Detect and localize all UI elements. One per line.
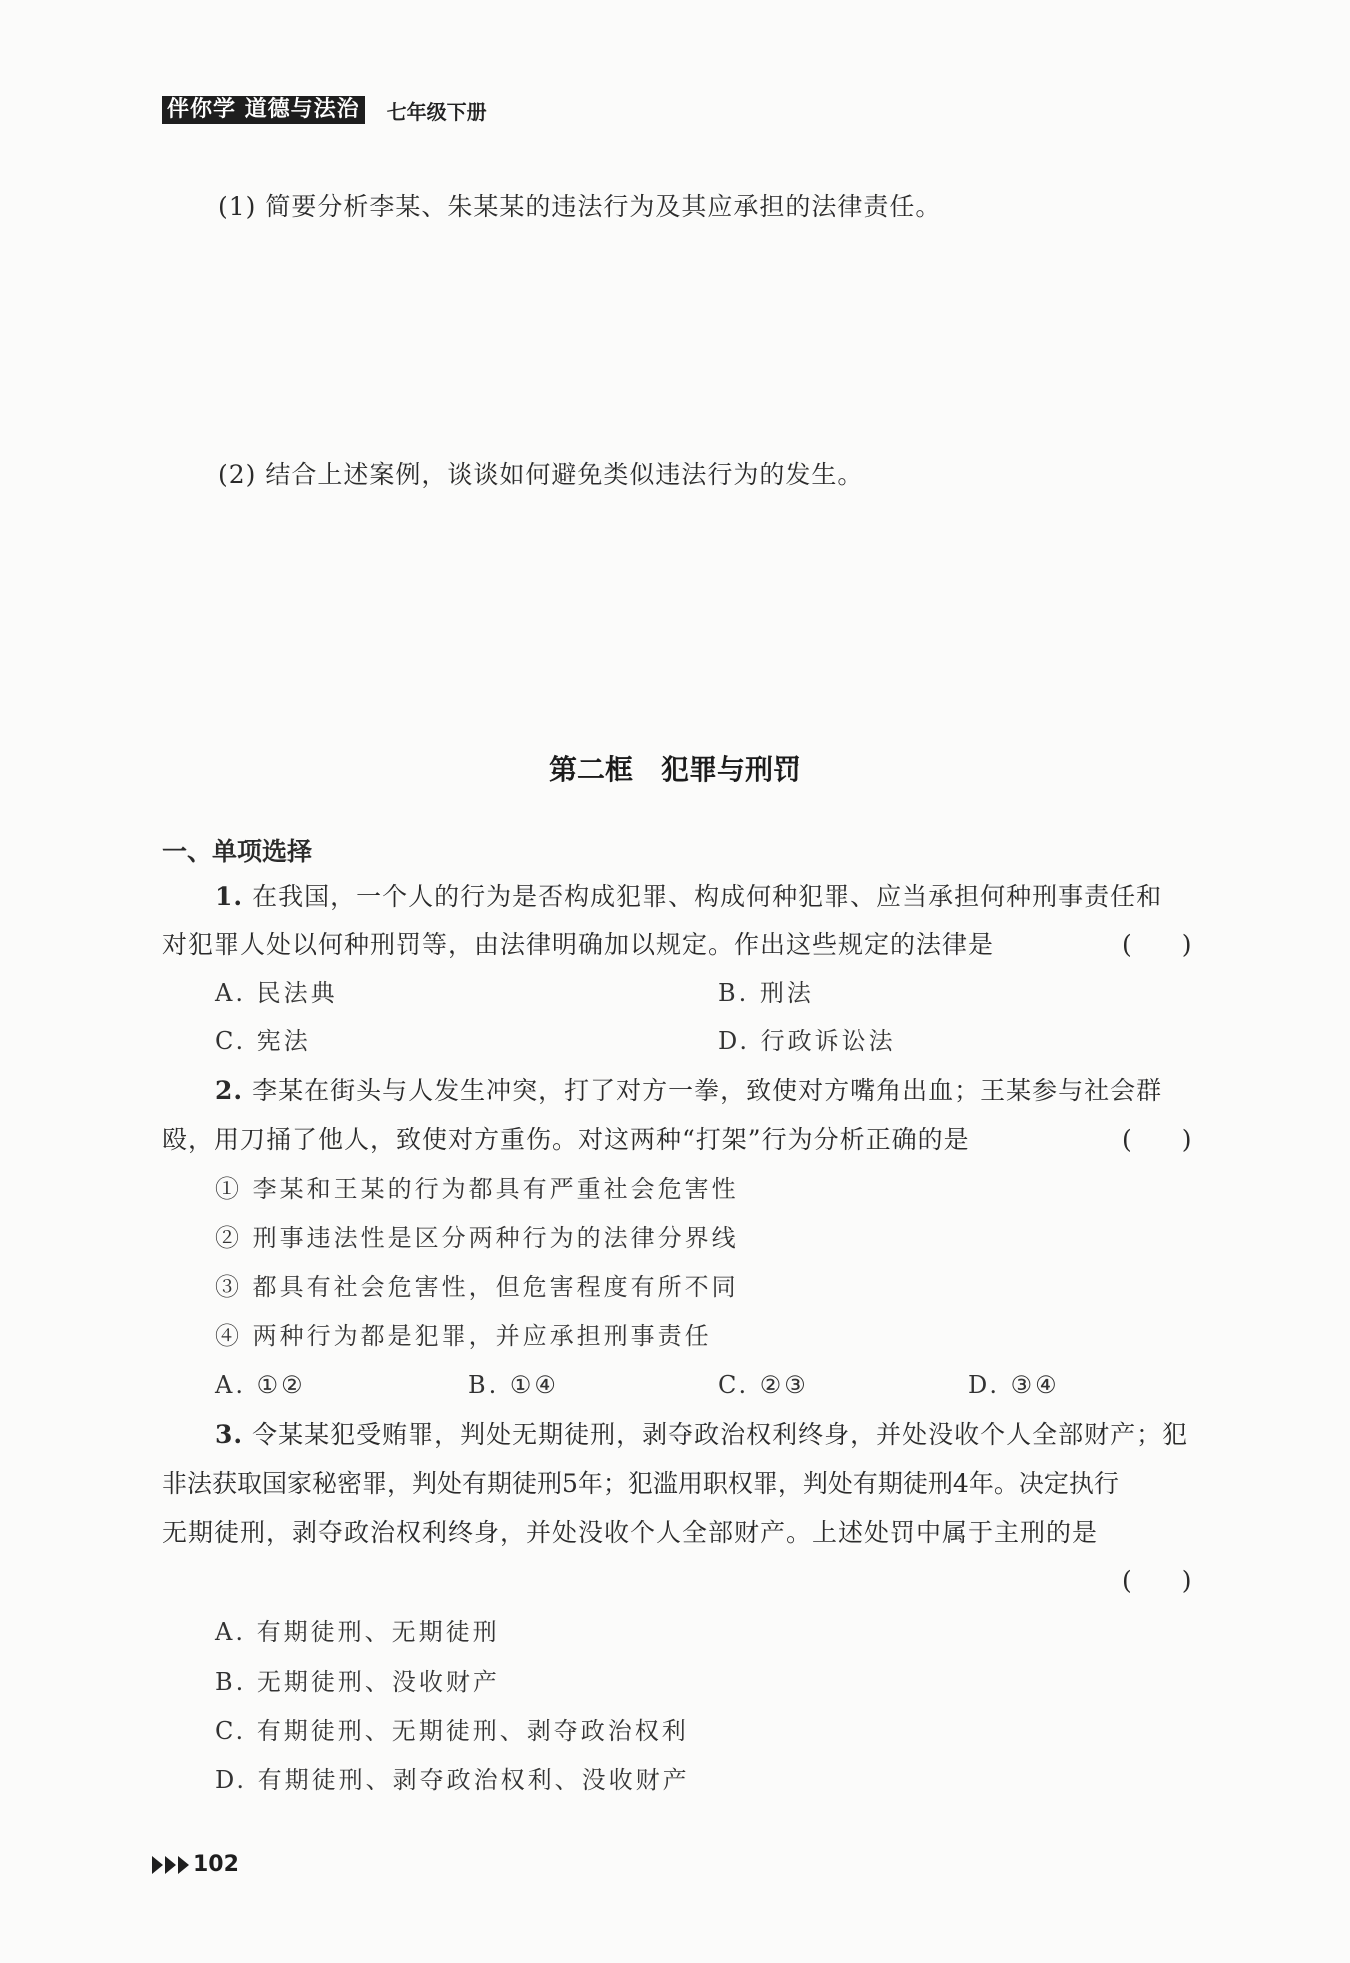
q1-number: 1. [215,882,244,911]
q1-text-1: 在我国，一个人的行为是否构成犯罪、构成何种犯罪、应当承担何种刑事责任和 [252,882,1163,911]
q1-option-a: A. 民法典 [215,979,338,1007]
section-title: 第二框 犯罪与刑罚 [548,753,801,786]
page-number: 102 [193,1852,239,1877]
q1-option-c: C. 宪法 [215,1027,311,1055]
q2-text-1: 李某在街头与人发生冲突，打了对方一拳，致使对方嘴角出血；王某参与社会群 [252,1076,1163,1105]
q3-line-3: 无期徒刑，剥夺政治权利终身，并处没收个人全部财产。上述处罚中属于主刑的是 [162,1518,1099,1547]
q2-statement-4: ④ 两种行为都是犯罪，并应承担刑事责任 [215,1322,712,1350]
q3-option-c: C. 有期徒刑、无期徒刑、剥夺政治权利 [215,1717,689,1745]
q2-number: 2. [215,1076,244,1105]
q2-statement-1: ① 李某和王某的行为都具有严重社会危害性 [215,1175,739,1203]
book-title-badge: 伴你学 道德与法治 [162,96,365,124]
q1-answer-paren: ( ) [1122,930,1192,959]
q3-option-b: B. 无期徒刑、没收财产 [215,1668,500,1696]
q2-option-c: C. ②③ [718,1371,809,1399]
q3-text-1: 令某某犯受贿罪，判处无期徒刑，剥夺政治权利终身，并处没收个人全部财产；犯 [252,1420,1189,1449]
q2-option-a: A. ①② [215,1371,306,1399]
q2-option-d: D. ③④ [968,1371,1060,1399]
part-title: 一、单项选择 [162,837,313,866]
q1-option-b: B. 刑法 [718,979,814,1007]
chevrons-icon [152,1856,191,1874]
q3-line-1 [215,1418,1188,1452]
q1-line-2: 对犯罪人处以何种刑罚等，由法律明确加以规定。作出这些规定的法律是 [162,930,995,959]
q2-statement-3: ③ 都具有社会危害性，但危害程度有所不同 [215,1273,739,1301]
q3-number: 3. [215,1420,244,1449]
q3-line-2: 非法获取国家秘密罪，判处有期徒刑5年；犯滥用职权罪，判处有期徒刑4年。决定执行 [162,1469,1119,1498]
q2-statement-2: ② 刑事违法性是区分两种行为的法律分界线 [215,1224,739,1252]
q2-option-b: B. ①④ [468,1371,559,1399]
q3-answer-paren: ( ) [1122,1566,1192,1595]
prev-question-1: (1) 简要分析李某、朱某某的违法行为及其应承担的法律责任。 [218,192,942,221]
q1-line-1 [215,880,1162,914]
book-grade: 七年级下册 [386,99,487,124]
q1-option-d: D. 行政诉讼法 [718,1027,896,1055]
q2-line-1 [215,1074,1162,1108]
page-footer [152,1852,239,1877]
q3-option-a: A. 有期徒刑、无期徒刑 [215,1618,500,1646]
q2-line-2: 殴，用刀捅了他人，致使对方重伤。对这两种“打架”行为分析正确的是 [162,1125,970,1154]
prev-question-2: (2) 结合上述案例，谈谈如何避免类似违法行为的发生。 [218,460,864,489]
q3-option-d: D. 有期徒刑、剥夺政治权利、没收财产 [215,1766,690,1794]
q2-answer-paren: ( ) [1122,1125,1192,1154]
page-header [162,95,487,125]
